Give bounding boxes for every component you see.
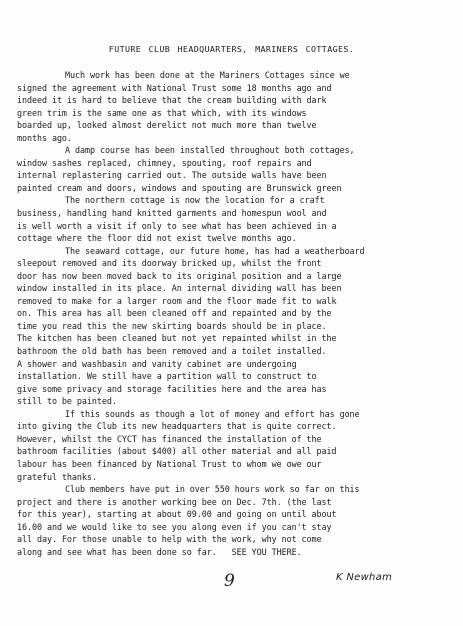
- text-line: Club members have put in over 550 hours work so far on this: [65, 484, 360, 495]
- text-line: window sashes replaced, chimney, spouting, roof repairs and: [17, 157, 312, 168]
- text-line: If this sounds as though a lot of money and effort has gone: [65, 408, 360, 419]
- text-line: removed to make for a larger room and the floor made fit to walk: [17, 295, 337, 306]
- paragraph: [17, 69, 442, 144]
- text-line: on. This area has all been cleaned off and repainted and by the: [17, 308, 332, 319]
- text-line: window installed in its place. An internal dividing wall has been: [17, 283, 342, 294]
- text-line: sleepout removed and its doorway bricked up, whilst the front: [17, 258, 322, 269]
- text-line: internal replastering carried out. The outside walls have been: [17, 170, 327, 181]
- paragraph: [17, 408, 442, 483]
- text-line: into giving the Club its new headquarters that is quite correct.: [17, 421, 337, 432]
- text-line: indeed it is hard to believe that the cream building with dark: [17, 95, 327, 106]
- paragraph: [17, 144, 442, 194]
- text-line: for this year), starting at about 09.00 and going on until about: [17, 509, 337, 520]
- text-line: A shower and washbasin and vanity cabinet are undergoing: [17, 358, 297, 369]
- text-line: A damp course has been installed throughout both cottages,: [65, 145, 355, 156]
- text-line: signed the agreement with National Trust some 18 months ago and: [17, 82, 332, 93]
- text-line: boarded up, looked almost derelict not much more than twelve: [17, 120, 317, 131]
- page-title: FUTURE CLUB HEADQUARTERS, MARINERS COTTAGES.: [108, 44, 355, 54]
- text-line: green trim is the same one as that which, with its windows: [17, 107, 307, 118]
- text-line: installation. We still have a partition wall to construct to: [17, 371, 317, 382]
- text-line: all day. For those unable to help with the work, why not come: [17, 534, 322, 545]
- text-line: along and see what has been done so far. SEE YOU THERE.: [17, 546, 302, 557]
- text-line: bathroom the old bath has been removed and a toilet installed.: [17, 346, 327, 357]
- text-line: door has now been moved back to its original position and a large: [17, 270, 342, 281]
- page-number: 9: [224, 571, 235, 591]
- text-line: cottage where the floor did not exist twelve months ago.: [17, 233, 297, 244]
- text-line: The seaward cottage, our future home, has had a weatherboard: [65, 245, 365, 256]
- text-line: 16.00 and we would like to see you along even if you can't stay: [17, 521, 332, 532]
- text-line: Much work has been done at the Mariners Cottages since we: [65, 70, 350, 80]
- paragraph: [17, 245, 442, 408]
- author-signature: K Newham: [336, 572, 393, 583]
- paragraph: [17, 194, 442, 244]
- text-line: painted cream and doors, windows and spouting are Brunswick green: [17, 182, 342, 193]
- text-line: months ago.: [17, 132, 72, 143]
- text-line: labour has been financed by National Trust to whom we owe our: [17, 458, 322, 469]
- text-line: project and there is another working bee on Dec. 7th. (the last: [17, 496, 332, 507]
- text-line: However, whilst the CYCT has financed the installation of the: [17, 433, 322, 444]
- text-line: The northern cottage is now the location for a craft: [65, 195, 325, 206]
- text-line: give some privacy and storage facilities here and the area has: [17, 383, 327, 394]
- text-line: bathroom facilities (about $400) all other material and all paid: [17, 446, 337, 457]
- article-body: [17, 69, 442, 558]
- paragraph: [17, 483, 442, 558]
- text-line: The kitchen has been cleaned but not yet repainted whilst in the: [17, 333, 337, 344]
- text-line: still to be painted.: [17, 396, 117, 407]
- text-line: grateful thanks.: [17, 471, 97, 482]
- text-line: is well worth a visit if only to see what has been achieved in a: [17, 220, 337, 231]
- text-line: time you read this the new skirting boards should be in place.: [17, 320, 327, 331]
- text-line: business, handling hand knitted garments and homespun wool and: [17, 208, 327, 219]
